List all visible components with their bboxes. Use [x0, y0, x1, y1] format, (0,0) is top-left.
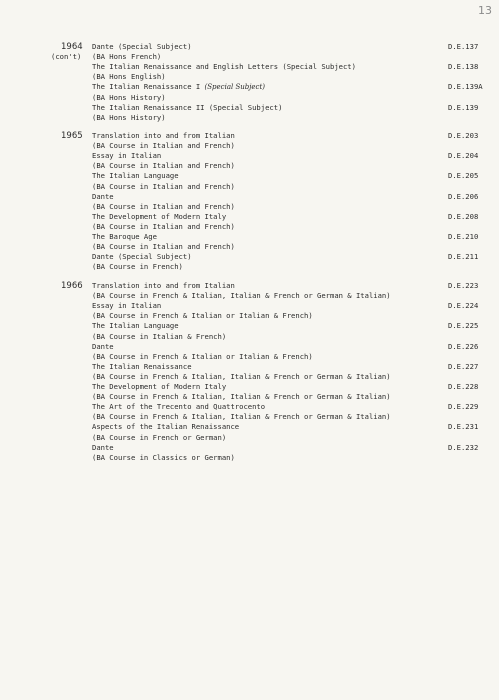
course-code: D.E.231	[448, 422, 479, 432]
course-degree: (BA Course in Italian and French)	[92, 161, 235, 171]
course-title	[92, 301, 442, 311]
course-degree: (BA Hons French)	[92, 52, 162, 62]
course-degree: (BA Course in Italian and French)	[92, 181, 235, 191]
course-code: D.E.206	[448, 191, 479, 201]
course-code: D.E.208	[448, 211, 479, 221]
course-title-text: Translation into and from Italian	[92, 131, 235, 140]
course-degree: (BA Course in Italian and French)	[92, 221, 235, 231]
course-title	[92, 42, 442, 52]
course-code: D.E.205	[448, 171, 479, 181]
course-degree: (BA Hons English)	[92, 72, 166, 82]
course-title	[92, 281, 442, 291]
course-title	[92, 131, 442, 141]
handwritten-note: (Special Subject)	[204, 83, 266, 92]
course-code: D.E.226	[448, 341, 479, 351]
course-degree: (BA Course in French & Italian, Italian & French or German & Italian)	[92, 412, 391, 422]
course-degree: (BA Course in French)	[92, 262, 183, 272]
page-number: 13	[478, 4, 492, 17]
course-degree: (BA Course in French & Italian, Italian & French or German & Italian)	[92, 371, 391, 381]
course-code: D.E.139	[448, 102, 479, 112]
course-code: D.E.138	[448, 62, 479, 72]
course-code: D.E.139A	[448, 82, 483, 92]
course-degree: (BA Course in French & Italian, Italian & French or German & Italian)	[92, 392, 391, 402]
course-title-text: Translation into and from Italian	[92, 281, 235, 290]
course-title-text: The Development of Modern Italy	[92, 382, 227, 391]
course-degree: (BA Course in Italian and French)	[92, 201, 235, 211]
course-title-text: Essay in Italian	[92, 301, 162, 311]
course-code: D.E.211	[448, 252, 479, 262]
course-title-text: Dante	[92, 442, 114, 452]
course-title	[92, 192, 442, 202]
year-label: 1964	[61, 42, 83, 52]
course-title	[92, 82, 442, 92]
course-title	[92, 103, 442, 113]
course-title-text: The Development of Modern Italy	[92, 211, 227, 221]
course-title	[92, 402, 442, 412]
year-label: 1966	[61, 281, 83, 291]
course-title	[92, 443, 442, 453]
course-title	[92, 362, 442, 372]
course-degree: (BA Course in French & Italian, Italian & French or German & Italian)	[92, 291, 391, 301]
course-degree: (BA Hons History)	[92, 112, 166, 122]
course-title-text: The Italian Language	[92, 171, 179, 181]
course-code: D.E.224	[448, 301, 479, 311]
course-title	[92, 422, 442, 432]
course-degree: (BA Course in Italian & French)	[92, 331, 227, 341]
course-title	[92, 212, 442, 222]
course-degree: (BA Course in French or German)	[92, 432, 227, 442]
year-label: 1965	[61, 131, 83, 141]
course-title-text: The Italian Renaissance I	[92, 82, 201, 92]
course-title	[92, 252, 442, 262]
course-title	[92, 171, 442, 181]
course-code: D.E.229	[448, 402, 479, 412]
course-degree: (BA Hons History)	[92, 92, 166, 102]
course-degree: (BA Course in French & Italian or Italian & French)	[92, 351, 313, 361]
course-title-text: The Italian Renaissance and English Letters (Special Subject)	[92, 62, 356, 72]
course-title-text: Dante	[92, 341, 114, 351]
course-degree: (BA Course in French & Italian or Italian & French)	[92, 311, 313, 321]
course-title	[92, 342, 442, 352]
course-code: D.E.223	[448, 281, 479, 290]
course-degree: (BA Course in Italian and French)	[92, 242, 235, 252]
course-code: D.E.228	[448, 382, 479, 391]
course-title	[92, 232, 442, 242]
course-title-text: The Italian Language	[92, 321, 179, 331]
continued-label: (con't)	[51, 52, 82, 62]
course-degree: (BA Course in Classics or German)	[92, 452, 235, 462]
course-title-text: Dante	[92, 191, 114, 201]
course-title-text: The Art of the Trecento and Quattrocento	[92, 402, 266, 412]
course-title-text: The Italian Renaissance II (Special Subject)	[92, 102, 283, 112]
course-code: D.E.203	[448, 131, 479, 140]
course-title-text: Dante (Special Subject)	[92, 42, 192, 51]
course-code: D.E.137	[448, 42, 479, 51]
course-code: D.E.232	[448, 442, 479, 452]
course-code: D.E.204	[448, 151, 479, 161]
course-title-text: The Baroque Age	[92, 232, 157, 241]
course-code: D.E.225	[448, 321, 479, 331]
course-code: D.E.227	[448, 361, 479, 371]
course-title	[92, 62, 442, 72]
course-title	[92, 382, 442, 392]
course-title-text: Essay in Italian	[92, 151, 162, 161]
course-code: D.E.210	[448, 232, 479, 241]
course-title-text: Aspects of the Italian Renaissance	[92, 422, 240, 432]
course-title	[92, 321, 442, 331]
course-title	[92, 151, 442, 161]
course-degree: (BA Course in Italian and French)	[92, 141, 235, 151]
course-title-text: The Italian Renaissance	[92, 361, 192, 371]
course-title-text: Dante (Special Subject)	[92, 252, 192, 262]
